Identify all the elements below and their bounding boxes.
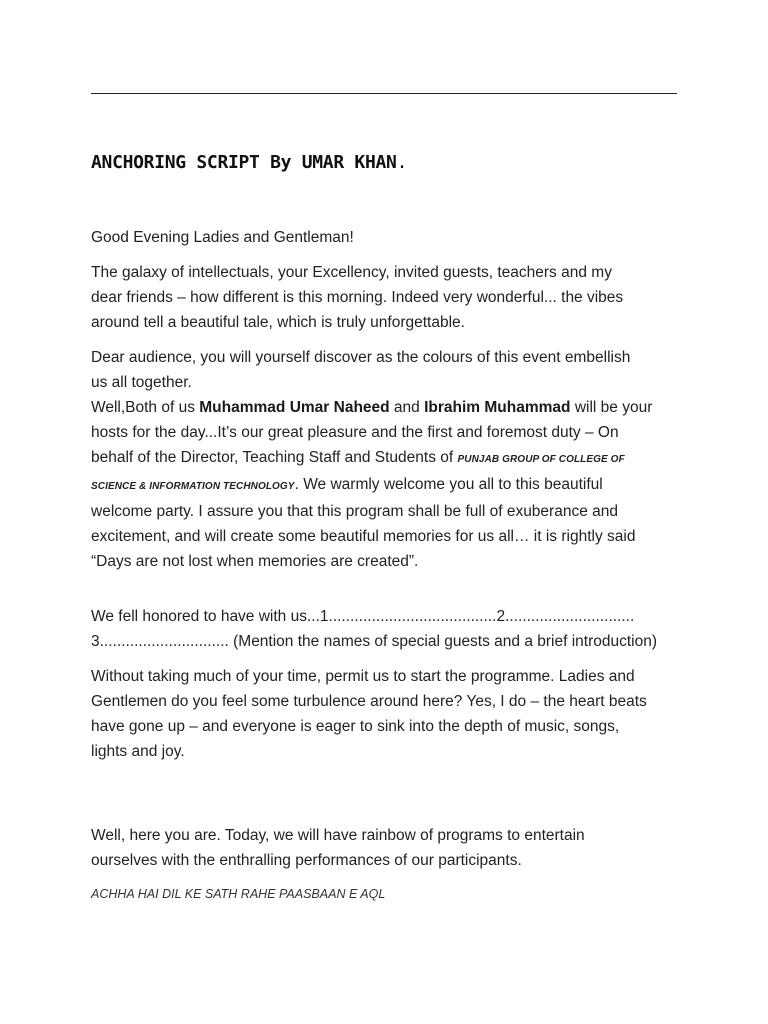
programme-line-3: have gone up – and everyone is eager to sink into the depth of music, songs, [91, 718, 620, 735]
galaxy-line-1: The galaxy of intellectuals, your Excellency, invited guests, teachers and my [91, 264, 612, 281]
audience-paragraph [91, 345, 681, 395]
organization-name-part-1: PUNJAB GROUP OF COLLEGE OF [457, 454, 625, 465]
hosts-line-5: welcome party. I assure you that this program shall be full of exuberance and [91, 503, 618, 520]
document-title [91, 152, 407, 173]
greeting-paragraph: Good Evening Ladies and Gentleman! [91, 229, 354, 246]
guests-line-2: 3.............................. (Mention the names of special guests and a brief introduction) [91, 633, 658, 650]
hosts-after: will be your [570, 399, 653, 416]
programme-paragraph [91, 664, 681, 764]
hosts-paragraph [91, 395, 681, 574]
rainbow-paragraph [91, 823, 681, 873]
closing-quote: ACHHA HAI DIL KE SATH RAHE PAASBAAN E AQL [91, 887, 386, 901]
programme-line-4: lights and joy. [91, 743, 185, 760]
hosts-line-3-prefix: behalf of the Director, Teaching Staff and Students of [91, 449, 458, 466]
title-text: ANCHORING SCRIPT By UMAR KHAN [91, 152, 397, 173]
audience-line-2: us all together. [91, 374, 192, 391]
hosts-line-3 [91, 449, 625, 466]
hosts-after-org: . We warmly welcome you all to this beautiful [294, 476, 603, 493]
hosts-line-6: excitement, and will create some beautiful memories for us all… it is rightly said [91, 528, 636, 545]
guests-paragraph [91, 604, 681, 654]
hosts-line-1 [91, 399, 652, 416]
hosts-line-2: hosts for the day...It’s our great pleasure and the first and foremost duty – On [91, 424, 619, 441]
host-name-2: Ibrahim Muhammad [424, 399, 571, 416]
programme-line-1: Without taking much of your time, permit us to start the programme. Ladies and [91, 668, 635, 685]
hosts-and: and [389, 399, 425, 416]
galaxy-line-3: around tell a beautiful tale, which is truly unforgettable. [91, 314, 465, 331]
rainbow-line-1: Well, here you are. Today, we will have rainbow of programs to entertain [91, 827, 585, 844]
hosts-line-7: “Days are not lost when memories are created”. [91, 553, 419, 570]
organization-name-part-2: SCIENCE & INFORMATION TECHNOLOGY [91, 481, 295, 492]
audience-line-1: Dear audience, you will yourself discover as the colours of this event embellish [91, 349, 631, 366]
guests-line-1: We fell honored to have with us...1.......................................2.............................. [91, 608, 635, 625]
galaxy-paragraph [91, 260, 681, 335]
galaxy-line-2: dear friends – how different is this morning. Indeed very wonderful... the vibes [91, 289, 624, 306]
host-name-1: Muhammad Umar Naheed [199, 399, 390, 416]
rainbow-line-2: ourselves with the enthralling performances of our participants. [91, 852, 522, 869]
programme-line-2: Gentlemen do you feel some turbulence around here? Yes, I do – the heart beats [91, 693, 647, 710]
top-horizontal-rule [91, 93, 677, 94]
title-suffix: . [396, 152, 408, 173]
hosts-intro: Well,Both of us [91, 399, 200, 416]
hosts-line-4 [91, 476, 603, 493]
